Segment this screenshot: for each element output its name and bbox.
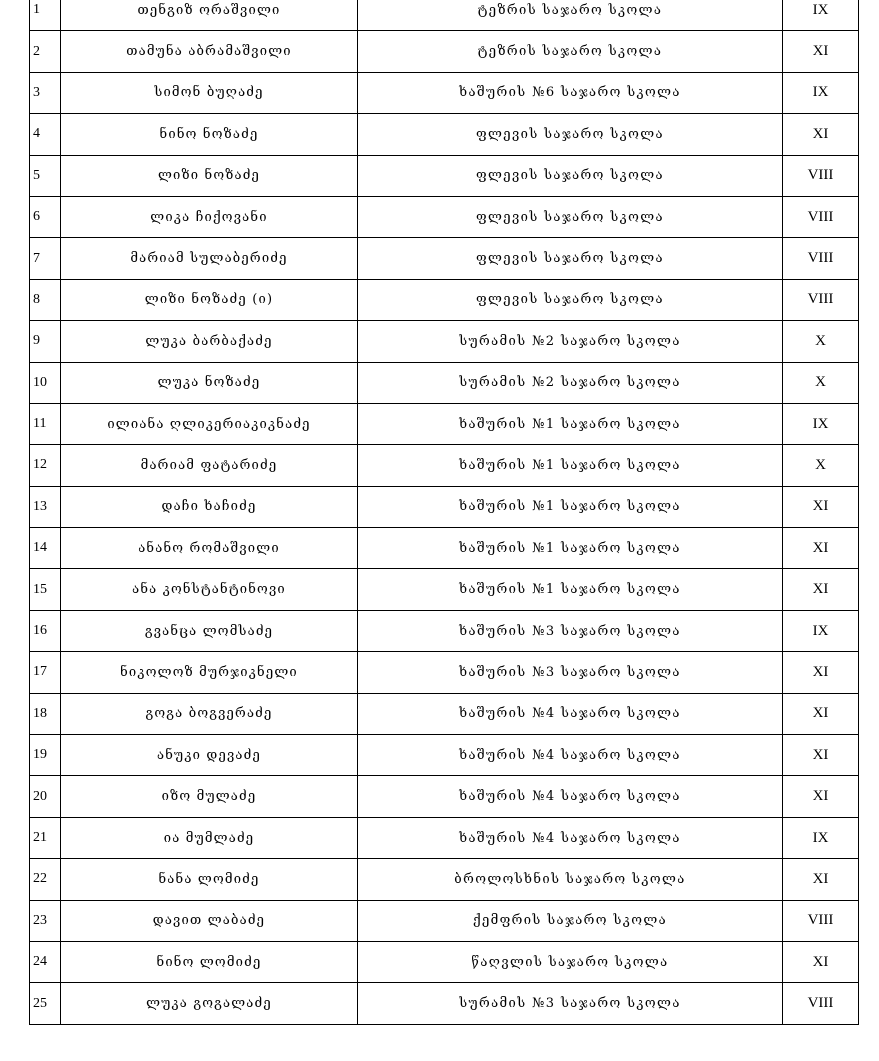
- student-name: იზო მულაძე: [61, 776, 358, 817]
- student-name: ლიკა ჩიქოვანი: [61, 196, 358, 237]
- school-name: ფლევის საჯარო სკოლა: [358, 196, 783, 237]
- table-row: [30, 735, 859, 776]
- grade-level: VIII: [783, 279, 859, 320]
- table-row: [30, 941, 859, 982]
- table-row: [30, 403, 859, 444]
- student-name: ლიზი ნოზაძე: [61, 155, 358, 196]
- grade-level: XI: [783, 859, 859, 900]
- student-name: ნინო ლომიძე: [61, 941, 358, 982]
- school-name: ხაშურის №4 საჯარო სკოლა: [358, 735, 783, 776]
- student-name: ნანა ლომიძე: [61, 859, 358, 900]
- school-name: ქემფრის საჯარო სკოლა: [358, 900, 783, 941]
- grade-level: IX: [783, 817, 859, 858]
- row-number: 15: [30, 569, 61, 610]
- school-name: ბროლოსხნის საჯარო სკოლა: [358, 859, 783, 900]
- table-row: [30, 445, 859, 486]
- grade-level: IX: [783, 72, 859, 113]
- table-row: [30, 238, 859, 279]
- student-name: ლუკა გოგალაძე: [61, 983, 358, 1024]
- student-name: ნიკოლოზ მურჯიკნელი: [61, 652, 358, 693]
- school-name: ფლევის საჯარო სკოლა: [358, 238, 783, 279]
- student-name: მარიამ სულაბერიძე: [61, 238, 358, 279]
- school-name: ხაშურის №3 საჯარო სკოლა: [358, 652, 783, 693]
- grade-level: IX: [783, 403, 859, 444]
- table-row: [30, 196, 859, 237]
- table-row: [30, 652, 859, 693]
- school-name: ხაშურის №1 საჯარო სკოლა: [358, 486, 783, 527]
- school-name: ხაშურის №4 საჯარო სკოლა: [358, 817, 783, 858]
- student-name: ილიანა ღლიკერიაკიკნაძე: [61, 403, 358, 444]
- table-row: [30, 362, 859, 403]
- grade-level: XI: [783, 486, 859, 527]
- row-number: 4: [30, 114, 61, 155]
- student-name: ანანო რომაშვილი: [61, 528, 358, 569]
- row-number: 21: [30, 817, 61, 858]
- table-row: [30, 569, 859, 610]
- school-name: სურამის №3 საჯარო სკოლა: [358, 983, 783, 1024]
- table-row: [30, 528, 859, 569]
- student-name: გოგა ბოგვერაძე: [61, 693, 358, 734]
- grade-level: IX: [783, 0, 859, 31]
- table-row: [30, 114, 859, 155]
- student-name: ანა კონსტანტინოვი: [61, 569, 358, 610]
- student-name: სიმონ ბუღაძე: [61, 72, 358, 113]
- grade-level: X: [783, 445, 859, 486]
- row-number: 10: [30, 362, 61, 403]
- table-row: [30, 693, 859, 734]
- grade-level: X: [783, 362, 859, 403]
- participants-table-body: [30, 0, 859, 1024]
- row-number: 13: [30, 486, 61, 527]
- grade-level: X: [783, 321, 859, 362]
- student-name: ნინო ნოზაძე: [61, 114, 358, 155]
- grade-level: XI: [783, 776, 859, 817]
- row-number: 23: [30, 900, 61, 941]
- student-name: მარიამ ფატარიძე: [61, 445, 358, 486]
- row-number: 8: [30, 279, 61, 320]
- row-number: 18: [30, 693, 61, 734]
- table-row: [30, 817, 859, 858]
- student-name: ლუკა ბარბაქაძე: [61, 321, 358, 362]
- school-name: ხაშურის №4 საჯარო სკოლა: [358, 776, 783, 817]
- grade-level: XI: [783, 569, 859, 610]
- table-row: [30, 983, 859, 1024]
- school-name: წაღვლის საჯარო სკოლა: [358, 941, 783, 982]
- grade-level: VIII: [783, 155, 859, 196]
- participants-table: [29, 0, 859, 1025]
- table-row: [30, 279, 859, 320]
- row-number: 6: [30, 196, 61, 237]
- row-number: 20: [30, 776, 61, 817]
- table-row: [30, 859, 859, 900]
- school-name: ხაშურის №1 საჯარო სკოლა: [358, 403, 783, 444]
- row-number: 5: [30, 155, 61, 196]
- table-row: [30, 155, 859, 196]
- row-number: 25: [30, 983, 61, 1024]
- school-name: ხაშურის №1 საჯარო სკოლა: [358, 569, 783, 610]
- grade-level: VIII: [783, 238, 859, 279]
- grade-level: XI: [783, 693, 859, 734]
- grade-level: XI: [783, 941, 859, 982]
- grade-level: VIII: [783, 983, 859, 1024]
- school-name: ტეზრის საჯარო სკოლა: [358, 31, 783, 72]
- table-row: [30, 776, 859, 817]
- school-name: ხაშურის №4 საჯარო სკოლა: [358, 693, 783, 734]
- row-number: 3: [30, 72, 61, 113]
- table-row: [30, 486, 859, 527]
- row-number: 17: [30, 652, 61, 693]
- grade-level: IX: [783, 610, 859, 651]
- row-number: 22: [30, 859, 61, 900]
- school-name: სურამის №2 საჯარო სკოლა: [358, 362, 783, 403]
- table-row: [30, 321, 859, 362]
- student-name: თენგიზ ორაშვილი: [61, 0, 358, 31]
- school-name: ფლევის საჯარო სკოლა: [358, 114, 783, 155]
- student-name: ლიზი ნოზაძე (ი): [61, 279, 358, 320]
- table-row: [30, 0, 859, 31]
- school-name: ხაშურის №1 საჯარო სკოლა: [358, 445, 783, 486]
- student-name: ია მუმლაძე: [61, 817, 358, 858]
- grade-level: XI: [783, 652, 859, 693]
- row-number: 19: [30, 735, 61, 776]
- student-name: ლუკა ნოზაძე: [61, 362, 358, 403]
- school-name: სურამის №2 საჯარო სკოლა: [358, 321, 783, 362]
- table-row: [30, 72, 859, 113]
- grade-level: VIII: [783, 196, 859, 237]
- student-name: თამუნა აბრამაშვილი: [61, 31, 358, 72]
- grade-level: XI: [783, 31, 859, 72]
- school-name: ტეზრის საჯარო სკოლა: [358, 0, 783, 31]
- grade-level: XI: [783, 735, 859, 776]
- row-number: 9: [30, 321, 61, 362]
- row-number: 2: [30, 31, 61, 72]
- table-row: [30, 610, 859, 651]
- table-row: [30, 31, 859, 72]
- grade-level: VIII: [783, 900, 859, 941]
- grade-level: XI: [783, 114, 859, 155]
- student-name: დავით ლაბაძე: [61, 900, 358, 941]
- student-name: გვანცა ლომსაძე: [61, 610, 358, 651]
- row-number: 16: [30, 610, 61, 651]
- grade-level: XI: [783, 528, 859, 569]
- row-number: 14: [30, 528, 61, 569]
- school-name: ხაშურის №3 საჯარო სკოლა: [358, 610, 783, 651]
- row-number: 1: [30, 0, 61, 31]
- row-number: 24: [30, 941, 61, 982]
- student-name: დაჩი ხაჩიძე: [61, 486, 358, 527]
- row-number: 12: [30, 445, 61, 486]
- school-name: ფლევის საჯარო სკოლა: [358, 155, 783, 196]
- school-name: ხაშურის №6 საჯარო სკოლა: [358, 72, 783, 113]
- row-number: 7: [30, 238, 61, 279]
- table-row: [30, 900, 859, 941]
- student-name: ანუკი დევაძე: [61, 735, 358, 776]
- school-name: ხაშურის №1 საჯარო სკოლა: [358, 528, 783, 569]
- school-name: ფლევის საჯარო სკოლა: [358, 279, 783, 320]
- row-number: 11: [30, 403, 61, 444]
